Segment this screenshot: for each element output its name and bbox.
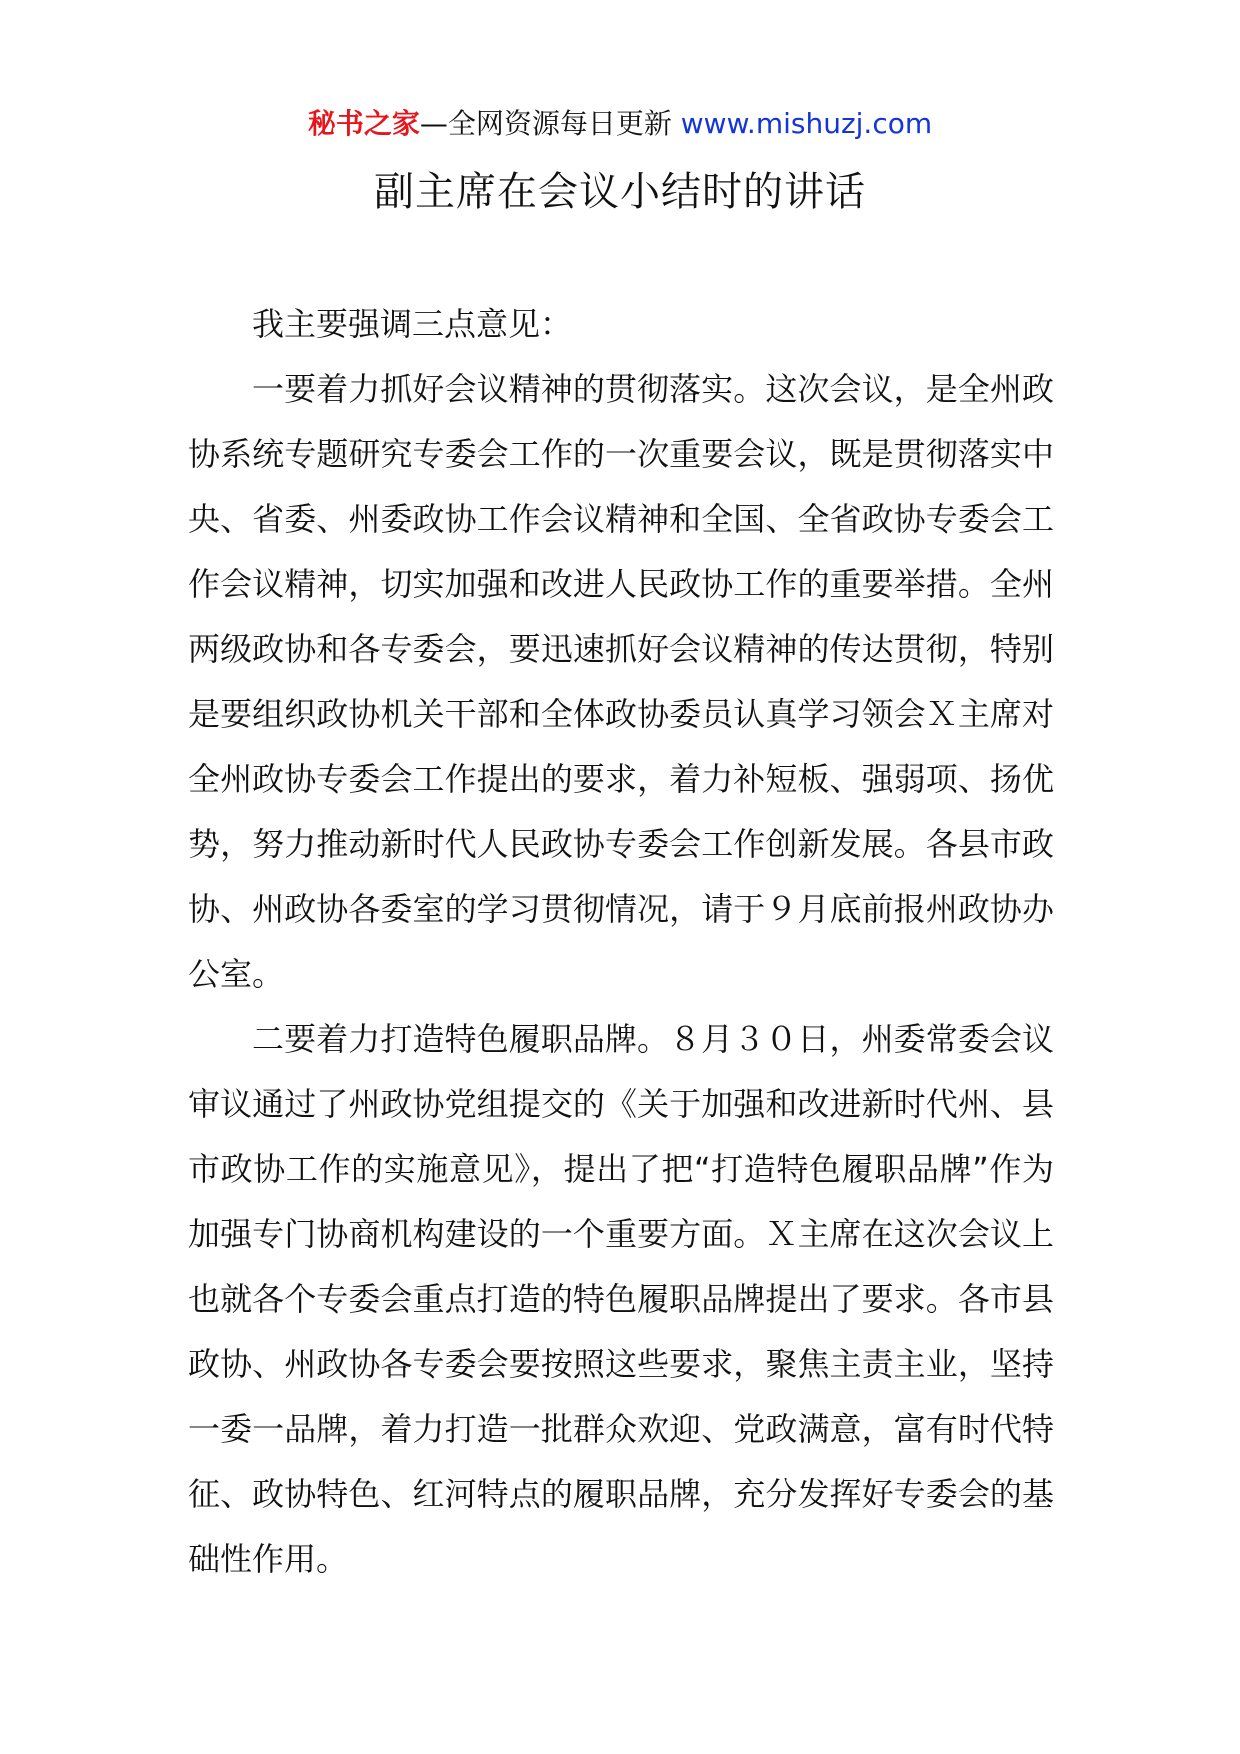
paragraph-intro: 我主要强调三点意见： — [252, 305, 573, 343]
document-body — [188, 292, 1054, 1592]
site-url-link[interactable]: www.mishuzj.com — [680, 107, 933, 140]
document-title: 副主席在会议小结时的讲话 — [374, 169, 866, 215]
paragraph-point-two: 二要着力打造特色履职品牌。８月３０日，州委常委会议审议通过了州政协党组提交的《关于加强和改进新时代州、县市政协工作的实施意见》，提出了把“打造特色履职品牌”作为加强专门协商机构建设的一个重要方面。Ｘ主席在这次会议上也就各个专委会重点打造的特色履职品牌提出了要求。各市县政协、州政协各专委会要按照这些要求，聚焦主责主业，坚持一委一品牌，着力打造一批群众欢迎、党政满意，富有时代特征、政协特色、红河特点的履职品牌，充分发挥好专委会的基础性作用。 — [188, 1020, 1054, 1578]
header-tagline: —全网资源每日更新 — [419, 107, 681, 140]
paragraph-point-one: 一要着力抓好会议精神的贯彻落实。这次会议，是全州政协系统专题研究专委会工作的一次重要会议，既是贯彻落实中央、省委、州委政协工作会议精神和全国、全省政协专委会工作会议精神，切实加强和改进人民政协工作的重要举措。全州两级政协和各专委会，要迅速抓好会议精神的传达贯彻，特别是要组织政协机关干部和全体政协委员认真学习领会Ｘ主席对全州政协专委会工作提出的要求，着力补短板、强弱项、扬优势，努力推动新时代人民政协专委会工作创新发展。各县市政协、州政协各委室的学习贯彻情况，请于９月底前报州政协办公室。 — [188, 370, 1054, 993]
site-header — [0, 104, 1240, 144]
brand-name: 秘书之家 — [307, 107, 420, 140]
